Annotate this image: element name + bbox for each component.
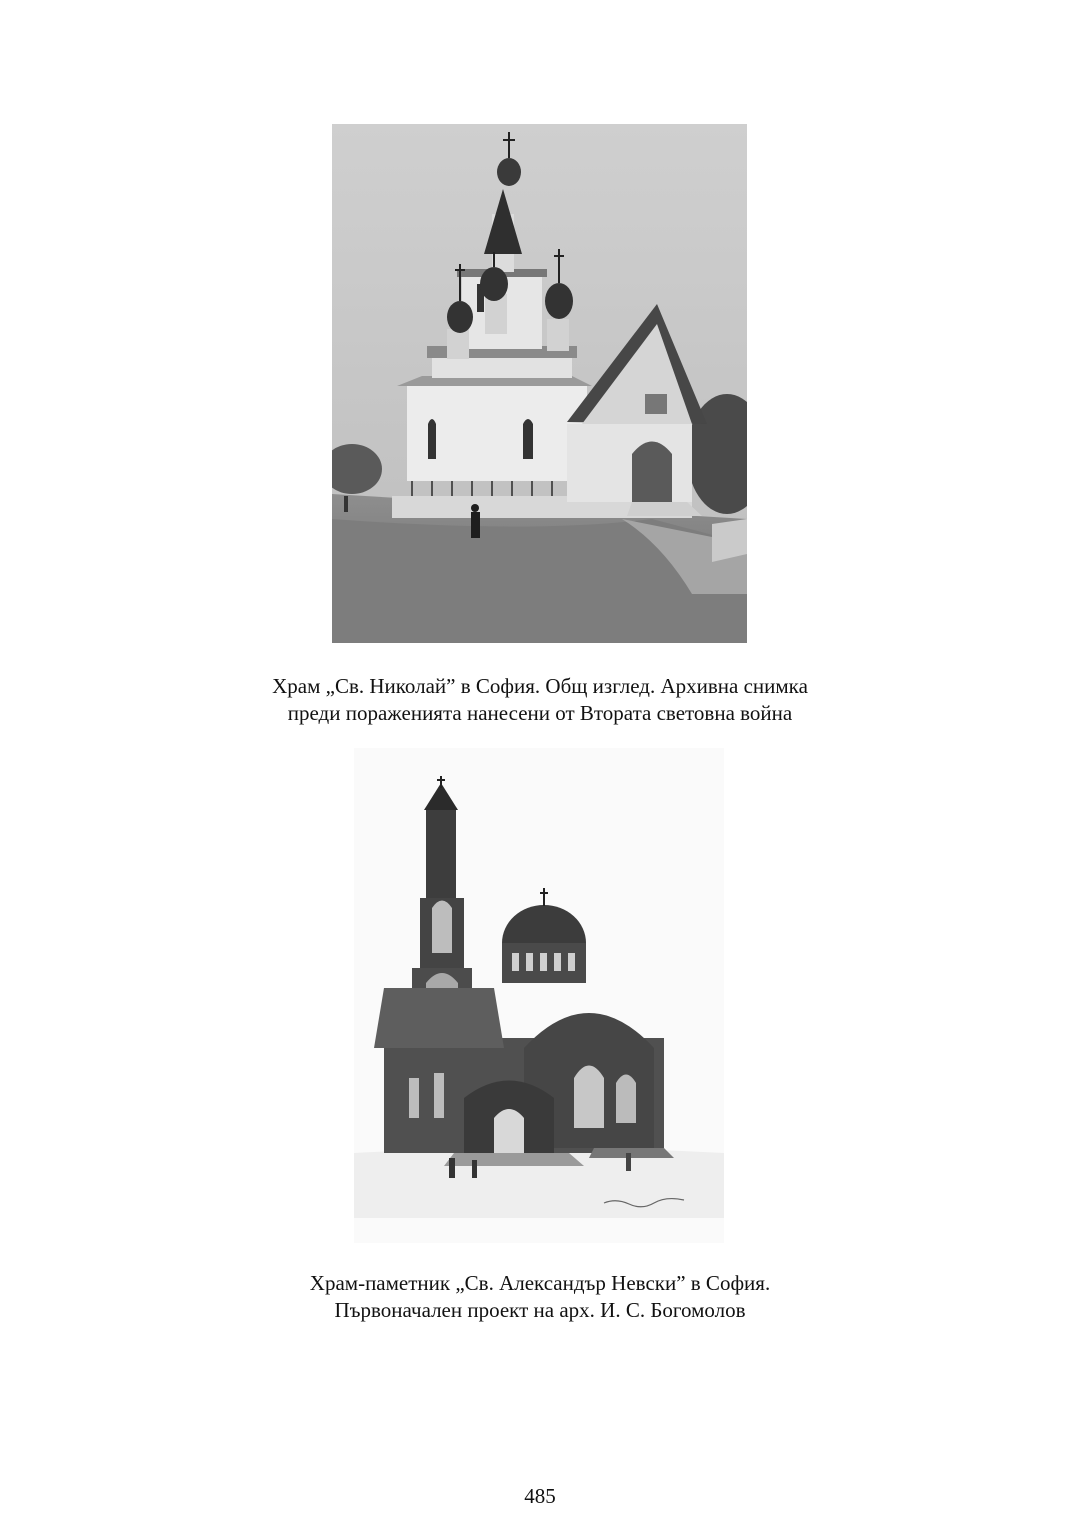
caption-line: преди пораженията нанесени от Втората световна война (287, 701, 793, 725)
church-st-nicholas-photo (332, 124, 747, 643)
figure-caption-2 (0, 1270, 1080, 1324)
alexander-nevsky-drawing (354, 748, 724, 1243)
caption-line: Храм-паметник „Св. Александър Невски” в София. (309, 1271, 771, 1295)
caption-line: Първоначален проект на арх. И. С. Богомолов (334, 1298, 746, 1322)
alexander-nevsky-illustration (354, 748, 724, 1243)
figure-caption-1 (0, 673, 1080, 727)
caption-line: Храм „Св. Николай” в София. Общ изглед. Архивна снимка (272, 674, 808, 698)
page-number: 485 (524, 1484, 556, 1508)
church-st-nicholas-illustration (332, 124, 747, 643)
